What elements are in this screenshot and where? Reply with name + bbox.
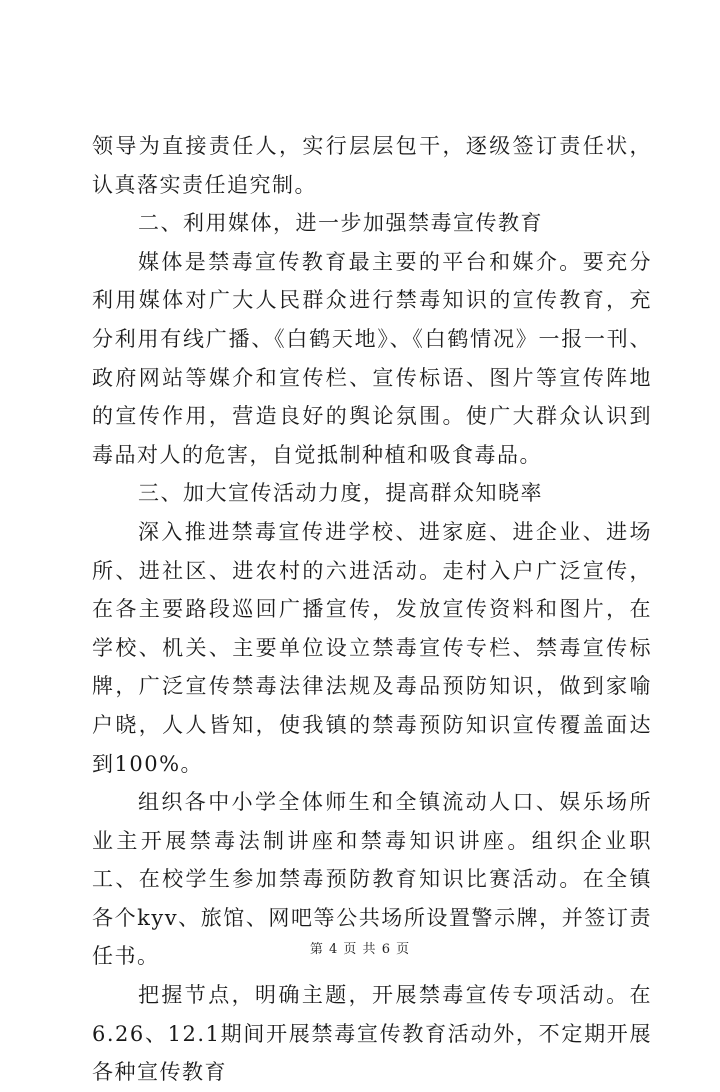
page-footer: 第 4 页 共 6 页 bbox=[309, 942, 411, 957]
section-heading-3: 三、加大宣传活动力度，提高群众知晓率 bbox=[138, 481, 543, 506]
paragraph-lectures: 组织各中小学全体师生和全镇流动人口、娱乐场所业主开展禁毒法制讲座和禁毒知识讲座。组织企业职工、在校学生参加禁毒预防教育知识比赛活动。在全镇各个kyv、旅馆、网吧等公共场所设置警示牌，并签订责任书。 bbox=[92, 790, 652, 969]
paragraph-special-activities: 把握节点，明确主题，开展禁毒宣传专项活动。在6.26、12.1期间开展禁毒宣传教育活动外，不定期开展各种宣传教育 bbox=[92, 983, 652, 1085]
paragraph-six-entries: 深入推进禁毒宣传进学校、进家庭、进企业、进场所、进社区、进农村的六进活动。走村入户广泛宣传，在各主要路段巡回广播宣传，发放宣传资料和图片，在学校、机关、主要单位设立禁毒宣传专栏、禁毒宣传标牌，广泛宣传禁毒法律法规及毒品预防知识，做到家喻户晓，人人皆知，使我镇的禁毒预防知识宣传覆盖面达到100%。 bbox=[92, 519, 652, 776]
paragraph-media: 媒体是禁毒宣传教育最主要的平台和媒介。要充分利用媒体对广大人民群众进行禁毒知识的宣传教育，充分利用有线广播、《白鹤天地》、《白鹤情况》一报一刊、政府网站等媒介和宣传栏、宣传标语、图片等宣传阵地的宣传作用，营造良好的舆论氛围。使广大群众认识到毒品对人的危害，自觉抵制种植和吸食毒品。 bbox=[92, 249, 652, 467]
paragraph-1: 领导为直接责任人，实行层层包干，逐级签订责任状，认真落实责任追究制。 bbox=[92, 134, 652, 197]
section-heading-2: 二、利用媒体，进一步加强禁毒宣传教育 bbox=[138, 211, 543, 236]
